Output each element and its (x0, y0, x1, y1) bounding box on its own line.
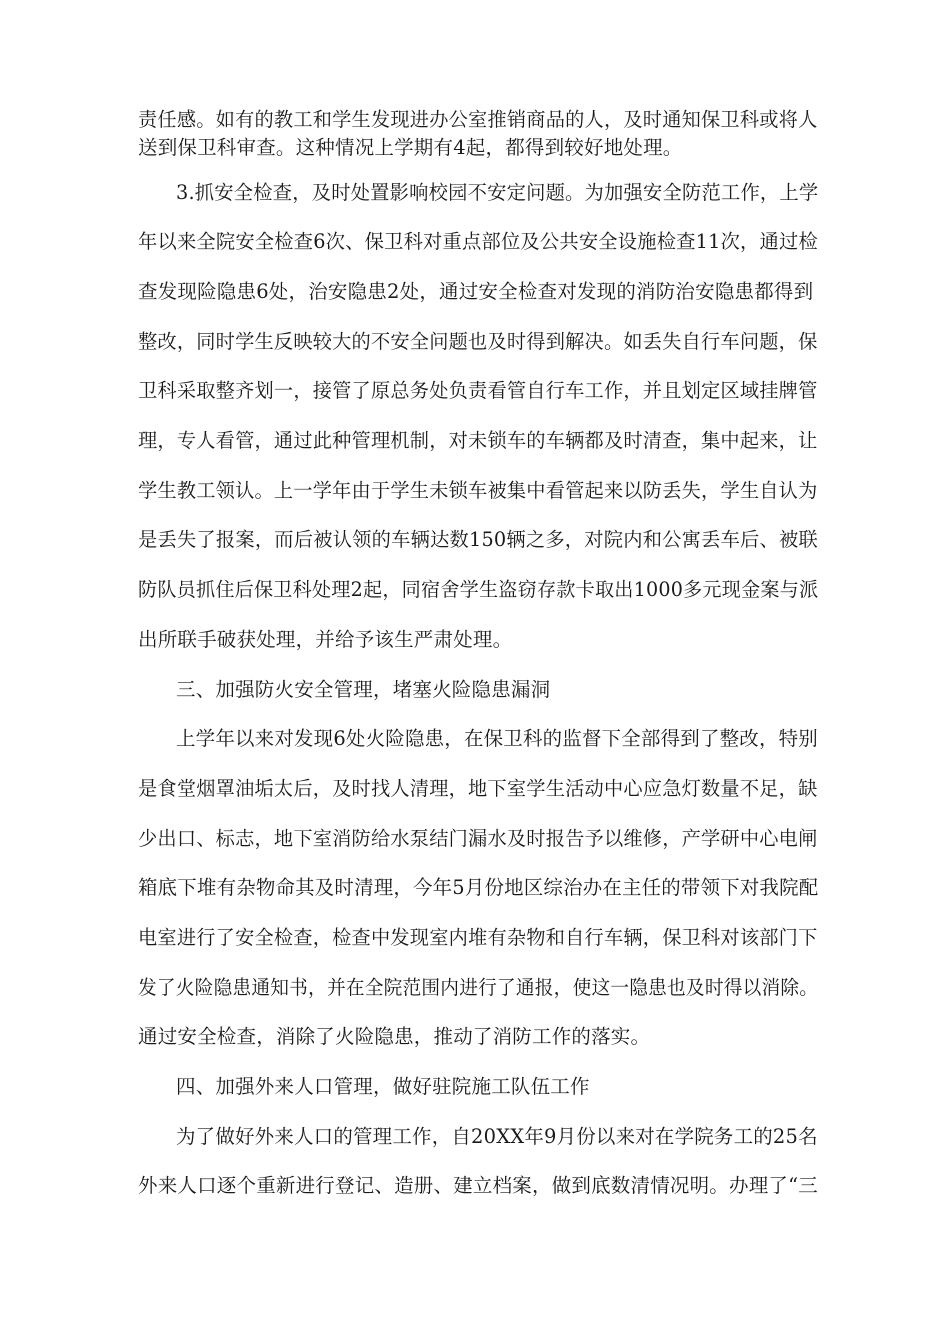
text-line: 是食堂烟罩油垢太后，及时找人清理，地下室学生活动中心应急灯数量不足，缺 (138, 777, 818, 800)
text-line: 少出口、标志，地下室消防给水泵结门漏水及时报告予以维修，产学研中心电闸 (138, 827, 818, 850)
text-line: 出所联手破获处理，并给予该生严肃处理。 (138, 628, 513, 651)
text-line: 责任感。如有的教工和学生发现进办公室推销商品的人，及时通知保卫科或将人 (138, 108, 818, 131)
section-heading: 三、加强防火安全管理，堵塞火险隐患漏洞 (176, 678, 551, 701)
text-line: 卫科采取整齐划一，接管了原总务处负责看管自行车工作，并且划定区域挂牌管 (138, 379, 818, 402)
text-line: 送到保卫科审查。这种情况上学期有4起，都得到较好地处理。 (138, 136, 683, 159)
text-line: 整改，同时学生反映较大的不安全问题也及时得到解决。如丢失自行车问题，保 (138, 330, 818, 353)
text-line: 上学年以来对发现6处火险隐患，在保卫科的监督下全部得到了整改，特别 (176, 727, 818, 750)
section-heading: 四、加强外来人口管理，做好驻院施工队伍工作 (176, 1075, 590, 1098)
text-line: 通过安全检查，消除了火险隐患，推动了消防工作的落实。 (138, 1025, 651, 1048)
text-line: 发了火险隐患通知书，并在全院范围内进行了通报，使这一隐患也及时得以消除。 (138, 976, 819, 999)
text-line: 学生教工领认。上一学年由于学生未锁车被集中看管起来以防丢失，学生自认为 (138, 479, 818, 502)
text-line: 年以来全院安全检查6次、保卫科对重点部位及公共安全设施检查11次，通过检 (138, 230, 818, 253)
text-line: 为了做好外来人口的管理工作，自20XX年9月份以来对在学院务工的25名 (176, 1125, 818, 1148)
text-line: 3.抓安全检查，及时处置影响校园不安定问题。为加强安全防范工作，上学 (176, 181, 819, 204)
text-line: 查发现险隐患6处，治安隐患2处，通过安全检查对发现的消防治安隐患都得到 (138, 280, 814, 303)
text-line: 外来人口逐个重新进行登记、造册、建立档案，做到底数清情况明。办理了“三 (138, 1174, 818, 1197)
text-line: 理，专人看管，通过此种管理机制，对未锁车的车辆都及时清查，集中起来，让 (138, 429, 818, 452)
text-line: 箱底下堆有杂物命其及时清理，今年5月份地区综治办在主任的带领下对我院配 (138, 876, 819, 899)
text-line: 防队员抓住后保卫科处理2起，同宿舍学生盗窃存款卡取出1000多元现金案与派 (138, 578, 819, 601)
text-line: 是丢失了报案，而后被认领的车辆达数150辆之多，对院内和公寓丢车后、被联 (138, 528, 818, 551)
text-line: 电室进行了安全检查，检查中发现室内堆有杂物和自行车辆，保卫科对该部门下 (138, 926, 818, 949)
